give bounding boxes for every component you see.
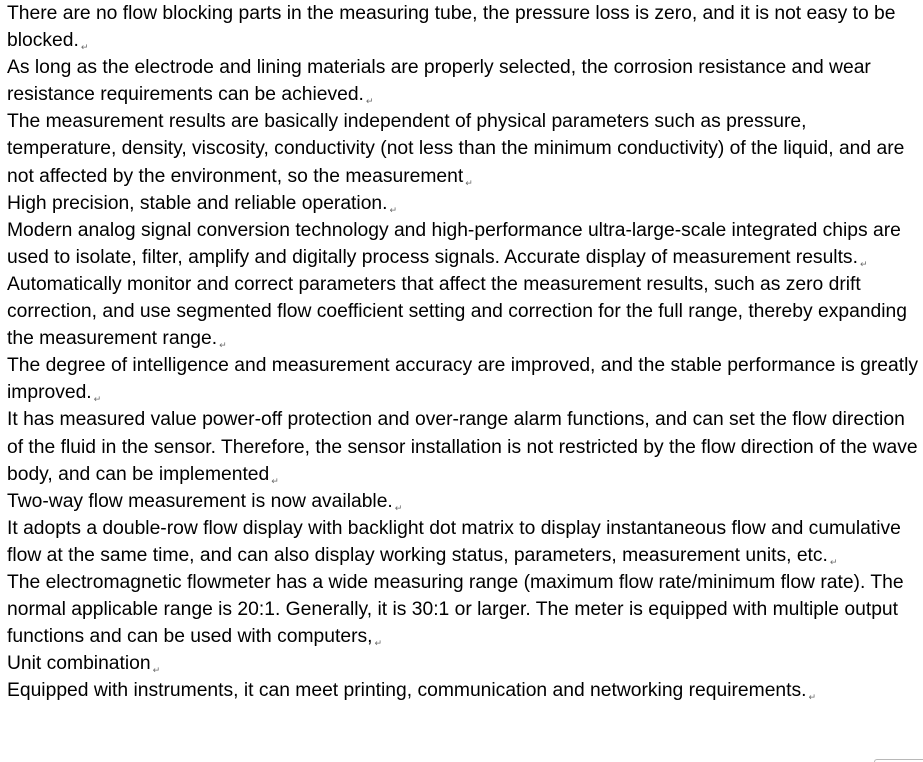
document-body: [7, 0, 919, 704]
paragraph-9: [7, 488, 919, 515]
paragraph-mark-icon: ↵: [465, 178, 473, 189]
paragraph-4: [7, 190, 919, 217]
paragraph-mark-icon: ↵: [374, 639, 383, 650]
paragraph-text: Unit combination: [7, 653, 151, 675]
paragraph-text: Two-way flow measurement is now available.: [7, 490, 393, 512]
paragraph-text: Equipped with instruments, it can meet printing, communication and networking requirements.: [7, 680, 807, 702]
paragraph-7: [7, 352, 919, 406]
paragraph-mark-icon: ↵: [271, 476, 279, 487]
paragraph-mark-icon: ↵: [365, 97, 374, 108]
paragraph-3: [7, 108, 919, 189]
paragraph-mark-icon: ↵: [859, 259, 868, 270]
paragraph-text: There are no flow blocking parts in the measuring tube, the pressure loss is zero, and it is not easy to be blocked.: [7, 3, 896, 52]
paragraph-1: [7, 0, 919, 54]
paragraph-text: The degree of intelligence and measurement accuracy are improved, and the stable performance is greatly improved.: [7, 355, 919, 404]
paragraph-12: [7, 650, 919, 677]
paragraph-5: [7, 217, 919, 271]
paragraph-text: High precision, stable and reliable operation.: [7, 192, 388, 214]
paragraph-text: Modern analog signal conversion technology and high-performance ultra-large-scale integrated chips are used to isolate, filter, amplify and digitally process signals. Accurate display of measurement results.: [7, 219, 901, 268]
paragraph-mark-icon: ↵: [394, 503, 403, 514]
paragraph-8: [7, 406, 919, 487]
paragraph-mark-icon: ↵: [829, 557, 838, 568]
paragraph-10: [7, 515, 919, 569]
paragraph-mark-icon: ↵: [808, 693, 817, 704]
paragraph-mark-icon: ↵: [152, 666, 161, 677]
paragraph-13: [7, 677, 919, 704]
paragraph-mark-icon: ↵: [389, 205, 398, 216]
paragraph-mark-icon: ↵: [93, 395, 102, 406]
paragraph-text: It adopts a double-row flow display with backlight dot matrix to display instantaneous flow and cumulative flow at the same time, and can also display working status, parameters, measurement units, etc.: [7, 517, 901, 566]
paragraph-text: Automatically monitor and correct parameters that affect the measurement results, such as zero drift correction, and use segmented flow coefficient setting and correction for the full range, thereby expanding the measurement range.: [7, 273, 907, 350]
paragraph-11: [7, 569, 919, 650]
paragraph-text: As long as the electrode and lining materials are properly selected, the corrosion resistance and wear resistance requirements can be achieved.: [7, 57, 871, 106]
paragraph-6: [7, 271, 919, 352]
paragraph-text: It has measured value power-off protection and over-range alarm functions, and can set the flow direction of the fluid in the sensor. Therefore, the sensor installation is not restricted by the flow direction of the wave body, and can be implemented: [7, 409, 918, 485]
paragraph-mark-icon: ↵: [80, 43, 89, 54]
paragraph-text: The electromagnetic flowmeter has a wide measuring range (maximum flow rate/minimum flow rate). The normal applicable range is 20:1. Generally, it is 30:1 or larger. The meter is equipped with multiple output functions and can be used with computers,: [7, 571, 904, 648]
paragraph-mark-icon: ↵: [219, 341, 227, 352]
paragraph-2: [7, 54, 919, 108]
paragraph-text: The measurement results are basically independent of physical parameters such as pressure, temperature, density, viscosity, conductivity (not less than the minimum conductivity) of the liquid, and are not affected by the environment, so the measurement: [7, 111, 905, 187]
